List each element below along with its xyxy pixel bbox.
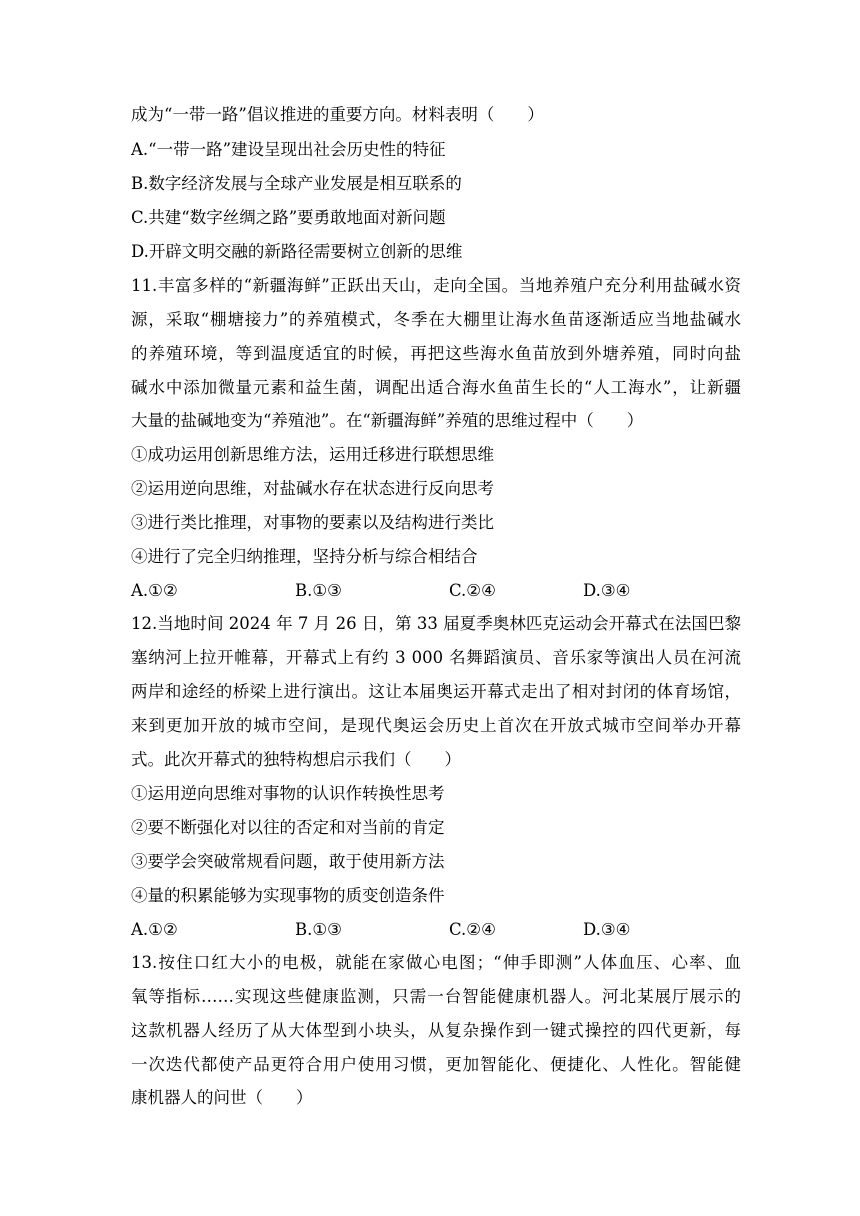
q13-stem-line: 康机器人的问世（ ） (131, 1088, 313, 1107)
q10-option-b: B.数字经济发展与全球产业发展是相互联系的 (131, 174, 462, 193)
q12-statement-1: ①运用逆向思维对事物的认识作转换性思考 (131, 784, 445, 803)
q12-stem-line: 式。此次开幕式的独特构想启示我们（ ） (131, 750, 461, 769)
q12-statement-2: ②要不断强化对以往的否定和对当前的肯定 (131, 818, 445, 837)
q10-stem-end: 成为“一带一路”倡议推进的重要方向。材料表明（ ） (131, 105, 544, 124)
q10-option-a: A.“一带一路”建设呈现出社会历史性的特征 (131, 140, 446, 159)
q11-statement-4: ④进行了完全归纳推理，坚持分析与综合相结合 (131, 547, 478, 566)
q11-statement-1: ①成功运用创新思维方法，运用迁移进行联想思维 (131, 445, 494, 464)
q12-choice-d: D.③④ (583, 920, 631, 939)
q10-option-d: D.开辟文明交融的新路径需要树立创新的思维 (131, 242, 463, 261)
q12-choice-a: A.①② (131, 920, 178, 939)
q11-choice-a: A.①② (131, 581, 178, 600)
q11-stem-line: 大量的盐碱地变为“养殖池”。在“新疆海鲜”养殖的思维过程中（ ） (131, 411, 644, 430)
q11-choice-b: B.①③ (295, 581, 342, 600)
q12-stem-line: 来到更加开放的城市空间，是现代奥运会历史上首次在开放式城市空间举办开幕 (131, 716, 741, 735)
q13-stem-line: 一次迭代都使产品更符合用户使用习惯，更加智能化、便捷化、人性化。智能健 (131, 1055, 741, 1074)
q13-stem-line: 这款机器人经历了从大体型到小块头，从复杂操作到一键式操控的四代更新，每 (131, 1021, 741, 1040)
q12-statement-3: ③要学会突破常规看问题，敢于使用新方法 (131, 852, 445, 871)
q12-stem-line: 两岸和途经的桥梁上进行演出。这让本届奥运开幕式走出了相对封闭的体育场馆， (131, 682, 741, 701)
q11-choice-c: C.②④ (449, 581, 496, 600)
q12-stem-line: 12.当地时间 2024 年 7 月 26 日，第 33 届夏季奥林匹克运动会开幕式在法国巴黎 (131, 614, 741, 633)
q12-stem-line: 塞纳河上拉开帷幕，开幕式上有约 3 000 名舞蹈演员、音乐家等演出人员在河流 (131, 648, 741, 667)
q11-statement-3: ③进行类比推理，对事物的要素以及结构进行类比 (131, 513, 494, 532)
q10-option-c: C.共建“数字丝绸之路”要勇敢地面对新问题 (131, 208, 446, 227)
q11-statement-2: ②运用逆向思维，对盐碱水存在状态进行反向思考 (131, 479, 494, 498)
q11-stem-line: 的养殖环境，等到温度适宜的时候，再把这些海水鱼苗放到外塘养殖，同时向盐 (131, 344, 741, 363)
q13-stem-line: 13.按住口红大小的电极，就能在家做心电图；“伸手即测”人体血压、心率、血 (131, 953, 741, 972)
q11-choice-d: D.③④ (583, 581, 631, 600)
q11-stem-line: 11.丰富多样的“新疆海鲜”正跃出天山，走向全国。当地养殖户充分利用盐碱水资 (131, 276, 741, 295)
q11-stem-line: 碱水中添加微量元素和益生菌，调配出适合海水鱼苗生长的“人工海水”，让新疆 (131, 378, 741, 397)
q12-choice-b: B.①③ (295, 920, 342, 939)
q12-choice-c: C.②④ (449, 920, 496, 939)
q12-statement-4: ④量的积累能够为实现事物的质变创造条件 (131, 886, 445, 905)
q11-stem-line: 源，采取“棚塘接力”的养殖模式，冬季在大棚里让海水鱼苗逐渐适应当地盐碱水 (131, 310, 741, 329)
q13-stem-line: 氧等指标……实现这些健康监测，只需一台智能健康机器人。河北某展厅展示的 (131, 987, 741, 1006)
